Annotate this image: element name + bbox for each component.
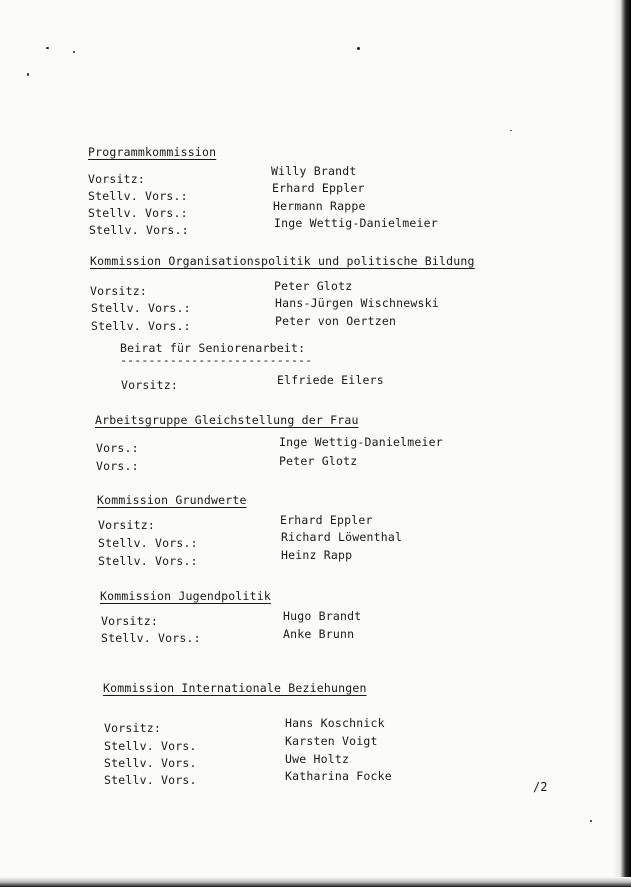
row-role: Stellv. Vors.	[104, 756, 197, 770]
row-name: Inge Wettig-Danielmeier	[279, 435, 443, 449]
row-name: Hans Koschnick	[285, 716, 385, 730]
row-role: Vors.:	[96, 459, 139, 473]
section-title-internationale-beziehungen: Kommission Internationale Beziehungen	[103, 681, 367, 695]
section-title-jugendpolitik: Kommission Jugendpolitik	[100, 589, 271, 603]
page-marker: /2	[533, 780, 548, 794]
section-title-organisationspolitik: Kommission Organisationspolitik und politische Bildung	[90, 254, 475, 268]
row-role: Vorsitz:	[104, 721, 161, 735]
section-title-gleichstellung: Arbeitsgruppe Gleichstellung der Frau	[95, 413, 359, 427]
section-title-grundwerte: Kommission Grundwerte	[97, 493, 247, 507]
row-role: Vors.:	[96, 441, 139, 455]
row-name: Erhard Eppler	[272, 181, 365, 195]
row-role: Vorsitz:	[101, 614, 158, 628]
row-role: Stellv. Vors.	[104, 739, 197, 753]
row-role: Stellv. Vors.:	[98, 554, 198, 568]
row-role: Stellv. Vors.:	[101, 631, 201, 645]
row-role: Stellv. Vors.:	[98, 536, 198, 550]
row-name: Katharina Focke	[285, 769, 392, 783]
row-role: Stellv. Vors.:	[88, 189, 188, 203]
row-role: Stellv. Vors.:	[88, 206, 188, 220]
row-role: Stellv. Vors.:	[91, 319, 191, 333]
row-name: Anke Brunn	[283, 627, 355, 641]
row-name: Hans-Jürgen Wischnewski	[275, 296, 439, 310]
row-name: Elfriede Eilers	[277, 373, 384, 387]
subsection-title-seniorenarbeit: Beirat für Seniorenarbeit:	[120, 341, 306, 355]
row-role: Stellv. Vors.:	[91, 301, 191, 315]
row-role: Vorsitz:	[90, 284, 147, 298]
row-name: Erhard Eppler	[280, 513, 373, 527]
row-name: Uwe Holtz	[285, 752, 350, 766]
row-name: Peter Glotz	[279, 454, 358, 468]
row-role: Stellv. Vors.	[104, 773, 197, 787]
row-name: Peter von Oertzen	[275, 314, 397, 328]
row-name: Richard Löwenthal	[281, 530, 403, 544]
row-name: Karsten Voigt	[285, 734, 378, 748]
row-role: Vorsitz:	[98, 518, 155, 532]
row-name: Heinz Rapp	[281, 548, 353, 562]
row-name: Hugo Brandt	[283, 609, 362, 623]
row-role: Vorsitz:	[121, 378, 178, 392]
row-role: Vorsitz:	[88, 172, 145, 186]
subsection-dashed-rule: ---------------------------	[120, 353, 313, 367]
row-name: Willy Brandt	[271, 164, 357, 178]
row-role: Stellv. Vors.:	[89, 223, 189, 237]
row-name: Peter Glotz	[274, 279, 353, 293]
section-title-programmkommission: Programmkommission	[88, 145, 217, 159]
row-name: Inge Wettig-Danielmeier	[274, 216, 438, 230]
row-name: Hermann Rappe	[273, 199, 366, 213]
